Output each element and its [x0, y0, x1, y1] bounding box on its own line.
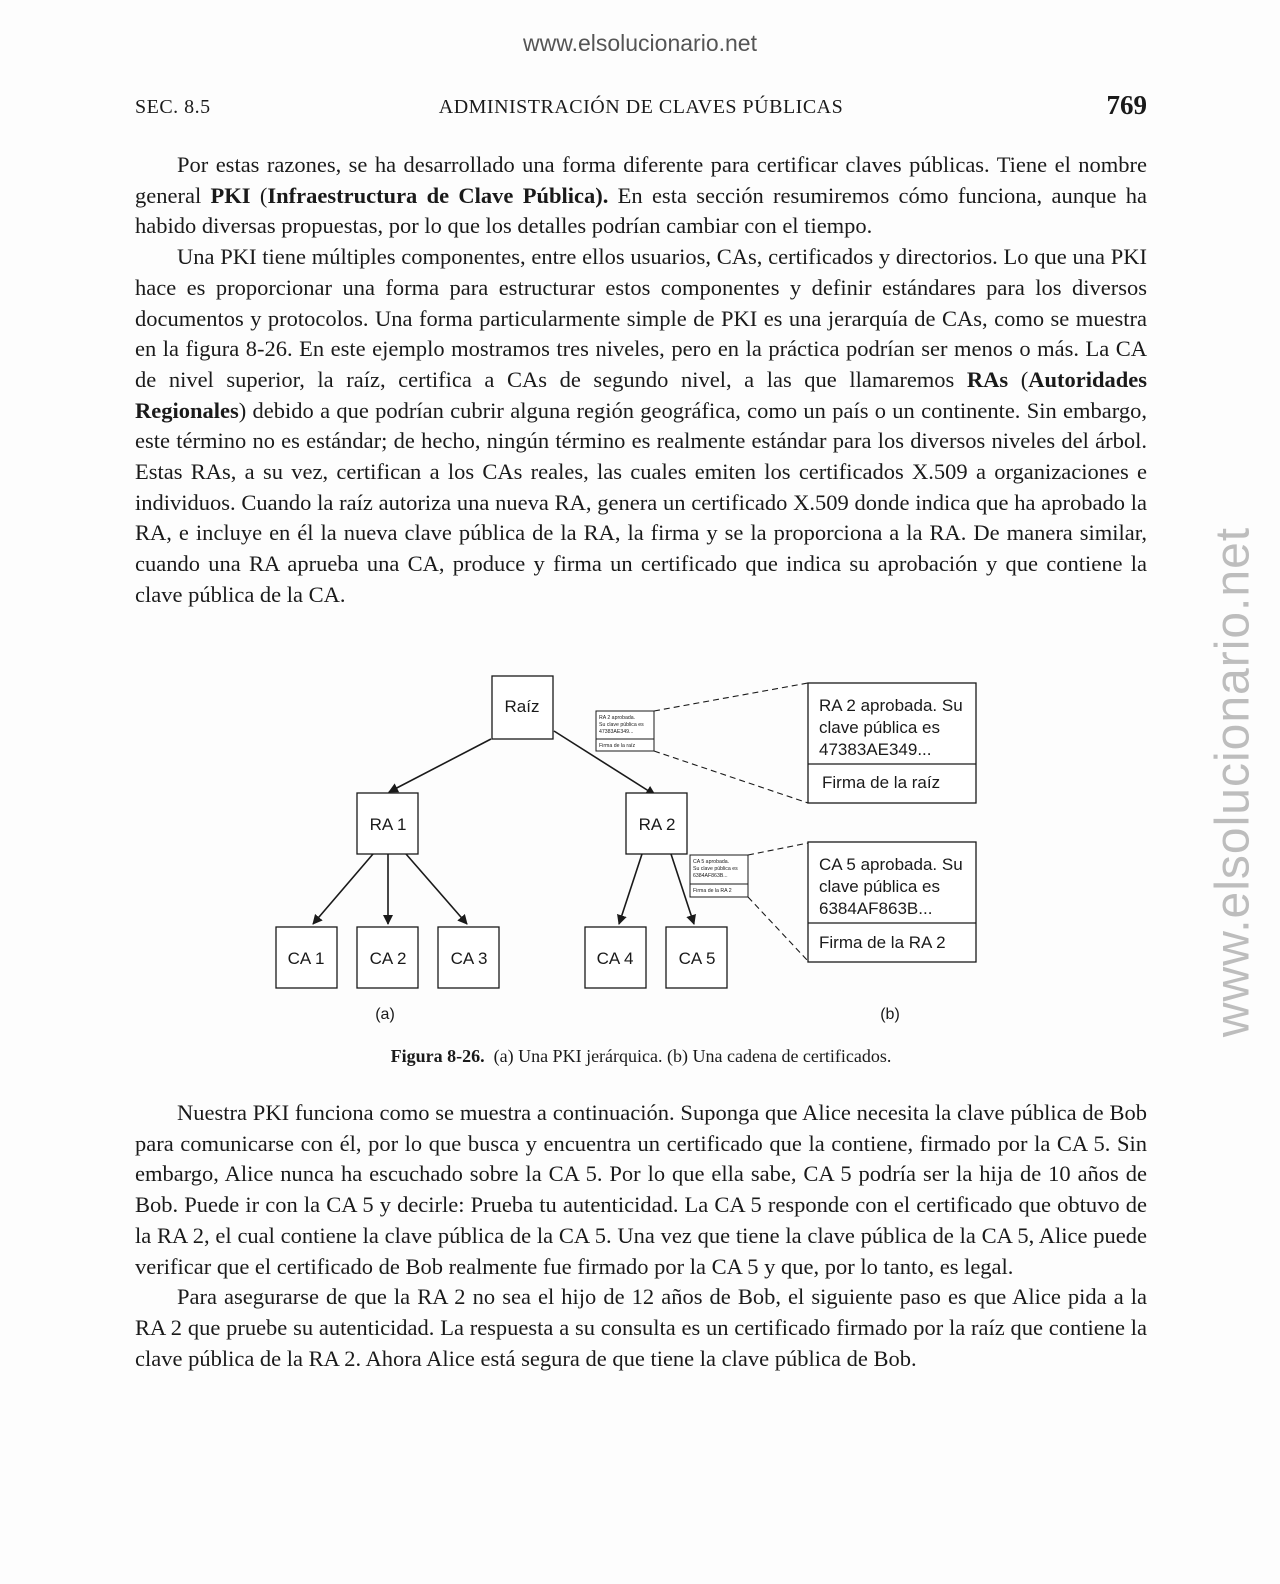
cert-ca5-line3: 6384AF863B...	[819, 899, 933, 918]
paragraph-3: Nuestra PKI funciona como se muestra a continuación. Suponga que Alice necesita la clave pública de Bob para comunicarse con él, por lo que busca y encuentra un certificado que la contiene, firmado por la CA 5. Sin embargo, Alice nunca ha escuchado sobre la CA 5. Por lo que ella sabe, CA 5 podría ser la hija de 10 años de Bob. Puede ir con la CA 5 y decirle: Prueba tu autenticidad. La CA 5 responde con el certificado que obtuvo de la RA 2, el cual contiene la clave pública de la CA 5. Una vez que tiene la clave pública de la CA 5, Alice puede verificar que el certificado de Bob realmente fue firmado por la CA 5 y que, por lo tanto, es legal.	[135, 1100, 1147, 1279]
caption-text: (a) Una PKI jerárquica. (b) Una cadena de certificados.	[493, 1046, 892, 1066]
section-title: ADMINISTRACIÓN DE CLAVES PÚBLICAS	[438, 96, 844, 118]
edge-ra1-ca3	[406, 854, 467, 924]
node-root-label: Raíz	[504, 697, 540, 716]
cert-ca5-line2: clave pública es	[819, 877, 940, 896]
projection-ca5-bottom	[748, 897, 808, 961]
node-ca5-label: CA 5	[678, 949, 716, 968]
watermark-top: www.elsolucionario.net	[523, 30, 757, 56]
cert-ra2-line2: clave pública es	[819, 718, 940, 737]
node-ca4-label: CA 4	[596, 949, 634, 968]
section-number: SEC. 8.5	[135, 96, 211, 118]
term-pki: PKI	[210, 182, 251, 208]
mini-cert-ra2-line2: Su clave pública es	[599, 722, 644, 728]
node-ca1-label: CA 1	[287, 949, 325, 968]
edge-ra1-ca1	[313, 854, 373, 924]
term-ras-expansion: Autoridades Regionales	[135, 366, 1147, 423]
paragraph-1: Por estas razones, se ha desarrollado una forma diferente para certificar claves públicas. Tiene el nombre general PKI (Infraestructura de Clave Pública). En esta sección resumiremos cómo funciona, aunque ha habido diversas propuestas, por lo que los detalles podrían cambiar con el tiempo.	[135, 152, 1147, 239]
page-number: 769	[1106, 90, 1147, 120]
cert-ra2-line3: 47383AE349...	[819, 740, 932, 759]
cert-ca5-signature: Firma de la RA 2	[819, 933, 946, 952]
caption-label: Figura 8-26.	[390, 1046, 485, 1066]
mini-cert-ca5-signature: Firma de la RA 2	[693, 888, 732, 894]
subfigure-label-b: (b)	[880, 1006, 900, 1023]
node-ra1-label: RA 1	[369, 815, 407, 834]
cert-ra2-signature: Firma de la raíz	[822, 773, 941, 792]
edge-root-ra1	[389, 739, 491, 792]
paragraph-2: Una PKI tiene múltiples componentes, entre ellos usuarios, CAs, certificados y directorios. Lo que una PKI hace es proporcionar una forma para estructurar estos componentes y definir estándares para los diversos documentos y protocolos. Una forma particularmente simple de PKI es una jerarquía de CAs, como se muestra en la figura 8-26. En este ejemplo mostramos tres niveles, pero en la práctica podrían ser menos o más. La CA de nivel superior, la raíz, certifica a CAs de segundo nivel, a las que llamaremos RAs (Autoridades Regionales) debido a que podrían cubrir alguna región geográfica, como un país o un continente. Sin embargo, este término no es estándar; de hecho, ningún término es realmente estándar para los diversos niveles del árbol. Estas RAs, a su vez, certifican a los CAs reales, las cuales emiten los certificados X.509 a organizaciones e individuos. Cuando la raíz autoriza una nueva RA, genera un certificado X.509 donde indica que ha aprobado la RA, e incluye en él la nueva clave pública de la RA, la firma y se la proporciona a la RA. De manera similar, cuando una RA aprueba una CA, produce y firma un certificado que indica su aprobación y que contiene la clave pública de la CA.	[135, 244, 1147, 607]
mini-cert-ra2-signature: Firma de la raíz	[599, 743, 636, 749]
running-head	[135, 90, 1147, 126]
figure-caption	[135, 1046, 1147, 1067]
projection-ra2-top	[654, 683, 808, 711]
mini-cert-ra2-line1: RA 2 aprobada.	[599, 715, 636, 721]
figure-8-26	[260, 665, 990, 1035]
cert-ca5-line1: CA 5 aprobada. Su	[819, 855, 963, 874]
term-pki-expansion: Infraestructura de Clave Pública).	[267, 182, 609, 208]
mini-cert-ca5-line3: 6384AF863B...	[693, 873, 728, 879]
mini-cert-ra2-line3: 47383AE349...	[599, 729, 634, 735]
body-text-top	[135, 150, 1147, 611]
node-ca3-label: CA 3	[450, 949, 488, 968]
projection-ca5-top	[748, 843, 808, 855]
watermark-side: www.elsolucionario.net	[1206, 526, 1260, 1038]
node-ra2-label: RA 2	[638, 815, 676, 834]
node-ca2-label: CA 2	[369, 949, 407, 968]
paragraph-4: Para asegurarse de que la RA 2 no sea el hijo de 12 años de Bob, el siguiente paso es que Alice pida a la RA 2 que pruebe su autenticidad. La respuesta a su consulta es un certificado firmado por la raíz que contiene la clave pública de la RA 2. Ahora Alice está segura de que tiene la clave pública de Bob.	[135, 1284, 1147, 1371]
edge-ra2-ca4	[619, 854, 642, 924]
mini-cert-ca5-line2: Su clave pública es	[693, 866, 738, 872]
cert-ra2-line1: RA 2 aprobada. Su	[819, 696, 963, 715]
mini-cert-ca5-line1: CA 5 aprobada.	[693, 859, 730, 865]
term-ras: RAs	[966, 366, 1009, 392]
body-text-bottom	[135, 1098, 1147, 1374]
subfigure-label-a: (a)	[375, 1006, 395, 1023]
